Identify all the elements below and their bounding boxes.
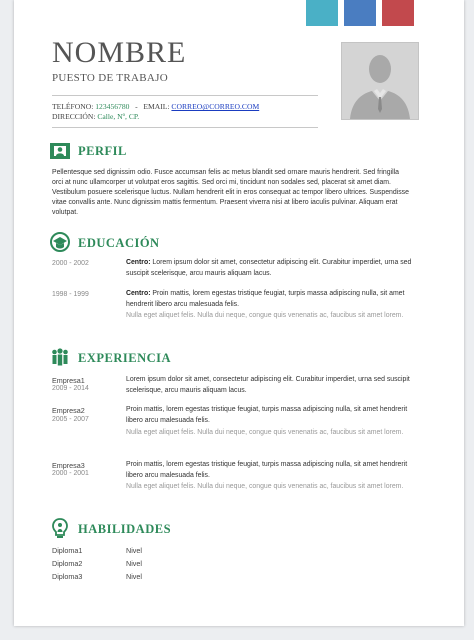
person-silhouette-icon bbox=[342, 43, 418, 119]
skill-name: Diploma1 bbox=[52, 546, 83, 555]
contact-separator: - bbox=[135, 102, 138, 111]
contact-line-address bbox=[52, 112, 139, 121]
candidate-name: NOMBRE bbox=[52, 36, 187, 69]
contact-rule bbox=[52, 127, 318, 128]
address-value: Calle, Nº, CP. bbox=[97, 112, 140, 121]
email-label: EMAIL: bbox=[143, 102, 170, 111]
education-description bbox=[126, 258, 418, 279]
resume-page bbox=[14, 0, 464, 626]
company-name: Empresa2 bbox=[52, 406, 85, 415]
section-title-skills: HABILIDADES bbox=[78, 522, 172, 536]
color-swatch-red[interactable] bbox=[382, 0, 414, 26]
education-dates: 2000 - 2002 bbox=[52, 260, 89, 267]
company-name: Empresa1 bbox=[52, 376, 85, 385]
company-name: Empresa3 bbox=[52, 461, 85, 470]
id-card-icon bbox=[50, 141, 70, 161]
contact-line-phone-email bbox=[52, 102, 259, 111]
experience-dates: 2000 - 2001 bbox=[52, 470, 89, 477]
skill-level: Nivel bbox=[126, 559, 142, 568]
phone-label: TELÉFONO: bbox=[52, 102, 94, 111]
graduation-icon bbox=[50, 232, 70, 252]
education-note: Nulla eget aliquet felis. Nulla dui neque, congue quis venenatis ac, faucibus sit amet lorem. bbox=[126, 312, 404, 319]
profile-photo-placeholder[interactable] bbox=[341, 42, 419, 120]
center-label: Centro: bbox=[126, 259, 151, 266]
education-description bbox=[126, 289, 418, 310]
skill-level: Nivel bbox=[126, 572, 142, 581]
skill-name: Diploma2 bbox=[52, 559, 83, 568]
experience-description: Proin mattis, lorem egestas tristique feugiat, turpis massa adipiscing nulla, sit amet hendrerit libero arcu malesuada felis. bbox=[126, 406, 408, 424]
people-icon bbox=[50, 347, 70, 367]
email-link[interactable]: CORREO@CORREO.COM bbox=[171, 102, 260, 111]
color-swatch-teal[interactable] bbox=[306, 0, 338, 26]
color-swatch-blue[interactable] bbox=[344, 0, 376, 26]
education-text: Lorem ipsum dolor sit amet, consectetur adipiscing elit. Curabitur imperdiet, urna sed suscipit scelerisque, arcu mauris aliquam lacus. bbox=[126, 259, 412, 277]
skill-level: Nivel bbox=[126, 546, 142, 555]
address-label: DIRECCIÓN: bbox=[52, 112, 96, 121]
section-title-education: EDUCACIÓN bbox=[78, 236, 160, 250]
experience-dates: 2005 - 2007 bbox=[52, 416, 89, 423]
lightbulb-person-icon bbox=[50, 518, 70, 538]
header-rule bbox=[52, 95, 318, 96]
experience-dates: 2009 - 2014 bbox=[52, 385, 89, 392]
center-label: Centro: bbox=[126, 290, 151, 297]
experience-note: Nulla eget aliquet felis. Nulla dui neque, congue quis venenatis ac, faucibus sit amet lorem. bbox=[126, 429, 404, 436]
phone-value: 123456780 bbox=[95, 102, 130, 111]
section-title-experience: EXPERIENCIA bbox=[78, 351, 172, 365]
education-text: Proin mattis, lorem egestas tristique feugiat, turpis massa adipiscing nulla, sit amet hendrerit libero arcu malesuada felis. bbox=[126, 290, 405, 308]
experience-note: Nulla eget aliquet felis. Nulla dui neque, congue quis venenatis ac, faucibus sit amet lorem. bbox=[126, 483, 404, 490]
section-title-profile: PERFIL bbox=[78, 144, 127, 158]
experience-description: Proin mattis, lorem egestas tristique feugiat, turpis massa adipiscing nulla, sit amet hendrerit libero arcu malesuada felis. bbox=[126, 461, 408, 479]
job-title: PUESTO DE TRABAJO bbox=[52, 72, 168, 84]
profile-text: Pellentesque sed dignissim odio. Fusce accumsan felis ac metus blandit sed ornare mauris hendrerit. Sed fringilla orci at nunc ullamcorper ut volutpat eros sagittis. Sed orci mi, tincidunt non sodales sed, placerat sit amet diam. Vestibulum posuere scelerisque luctus. Nullam hendrerit elit in eros consequat ac tempor libero ultrices. Suspendisse vitae convallis ante. Nunc dignissim mattis fermentum. Praesent viverra nisi at libero iaculis pulvinar. Aliquam erat volutpat. bbox=[52, 169, 409, 216]
education-dates: 1998 - 1999 bbox=[52, 291, 89, 298]
experience-description: Lorem ipsum dolor sit amet, consectetur adipiscing elit. Curabitur imperdiet, urna sed suscipit scelerisque, arcu mauris aliquam lacus. bbox=[126, 376, 410, 394]
skill-name: Diploma3 bbox=[52, 572, 83, 581]
